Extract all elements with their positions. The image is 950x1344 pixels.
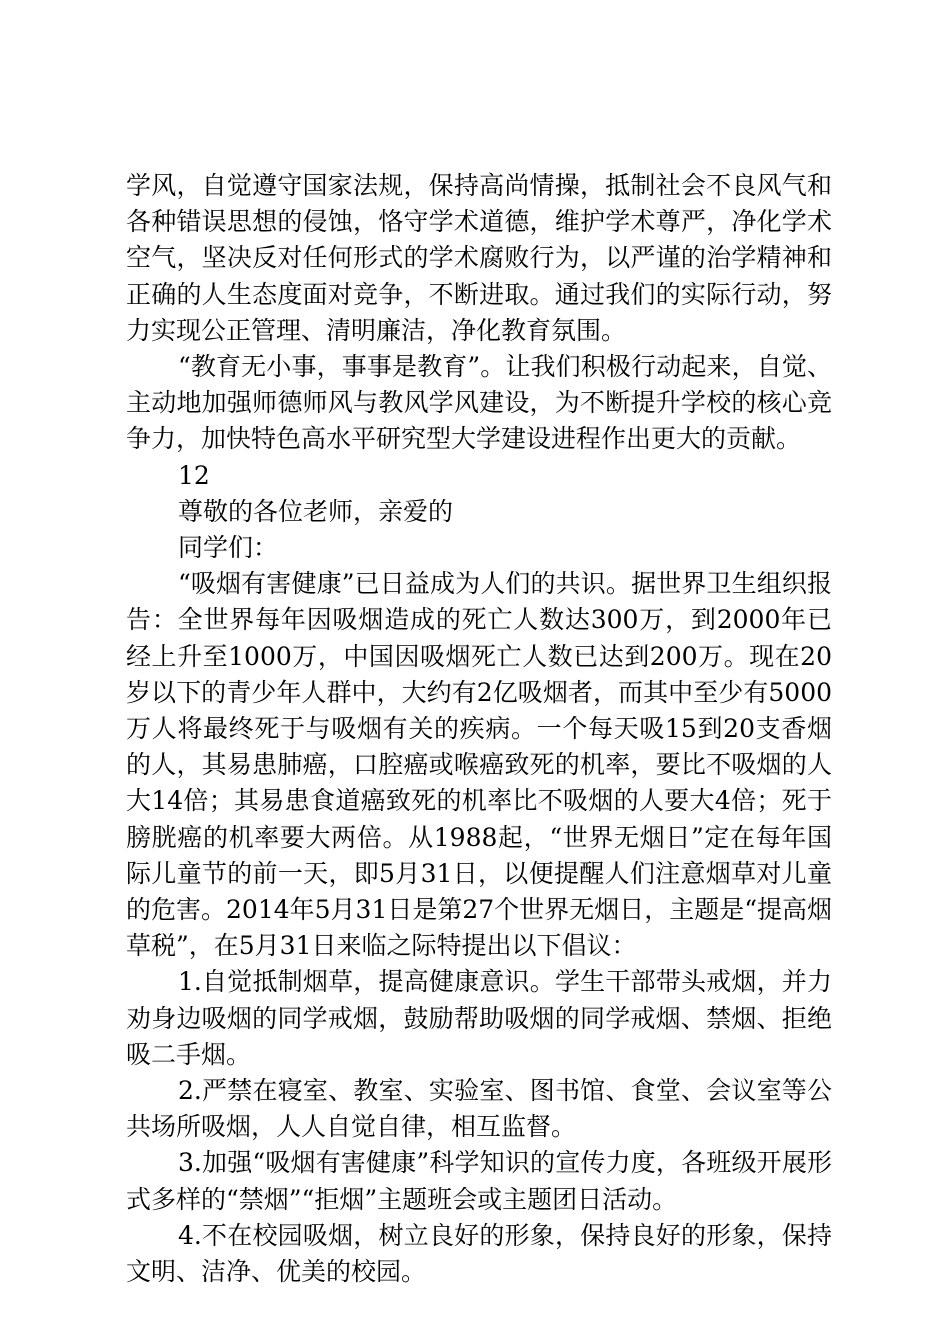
document-page (126, 168, 832, 1290)
paragraph-academic-style: 学风，自觉遵守国家法规，保持高尚情操，抵制社会不良风气和各种错误思想的侵蚀，恪守学术道德，维护学术尊严，净化学术空气，坚决反对任何形式的学术腐败行为，以严谨的治学精神和正确的人生态度面对竞争，不断进取。通过我们的实际行动，努力实现公正管理、清明廉洁，净化教育氛围。 (126, 171, 832, 345)
paragraph-education-slogan: “教育无小事，事事是教育”。让我们积极行动起来，自觉、主动地加强师德师风与教风学风建设，为不断提升学校的核心竞争力，加快特色高水平研究型大学建设进程作出更大的贡献。 (126, 352, 832, 454)
proposal-item-4: 4.不在校园吸烟，树立良好的形象，保持良好的形象，保持文明、洁净、优美的校园。 (126, 1220, 832, 1287)
section-number: 12 (178, 460, 210, 490)
proposal-item-3: 3.加强“吸烟有害健康”科学知识的宣传力度，各班级开展形式多样的“禁烟”“拒烟”主题班会或主题团日活动。 (126, 1148, 832, 1214)
proposal-item-1: 1.自觉抵制烟草，提高健康意识。学生干部带头戒烟，并力劝身边吸烟的同学戒烟，鼓励帮助吸烟的同学戒烟、禁烟、拒绝吸二手烟。 (126, 967, 832, 1069)
salutation-line-2: 同学们： (178, 533, 279, 563)
proposal-item-2: 2.严禁在寝室、教室、实验室、图书馆、食堂、会议室等公共场所吸烟，人人自觉自律，相互监督。 (126, 1076, 832, 1142)
paragraph-smoking-facts: “吸烟有害健康”已日益成为人们的共识。据世界卫生组织报告：全世界每年因吸烟造成的死亡人数达300万，到2000年已经上升至1000万，中国因吸烟死亡人数已达到200万。现在20岁以下的青少年人群中，大约有2亿吸烟者，而其中至少有5000万人将最终死于与吸烟有关的疾病。一个每天吸15到20支香烟的人，其易患肺癌，口腔癌或喉癌致死的机率，要比不吸烟的人大14倍；其易患食道癌致死的机率比不吸烟的人要大4倍；死于膀胱癌的机率要大两倍。从1988起，“世界无烟日”定在每年国际儿童节的前一天，即5月31日，以便提醒人们注意烟草对儿童的危害。2014年5月31日是第27个世界无烟日，主题是“提高烟草税”，在5月31日来临之际特提出以下倡议： (126, 569, 832, 961)
salutation-line-1: 尊敬的各位老师，亲爱的 (178, 496, 454, 526)
